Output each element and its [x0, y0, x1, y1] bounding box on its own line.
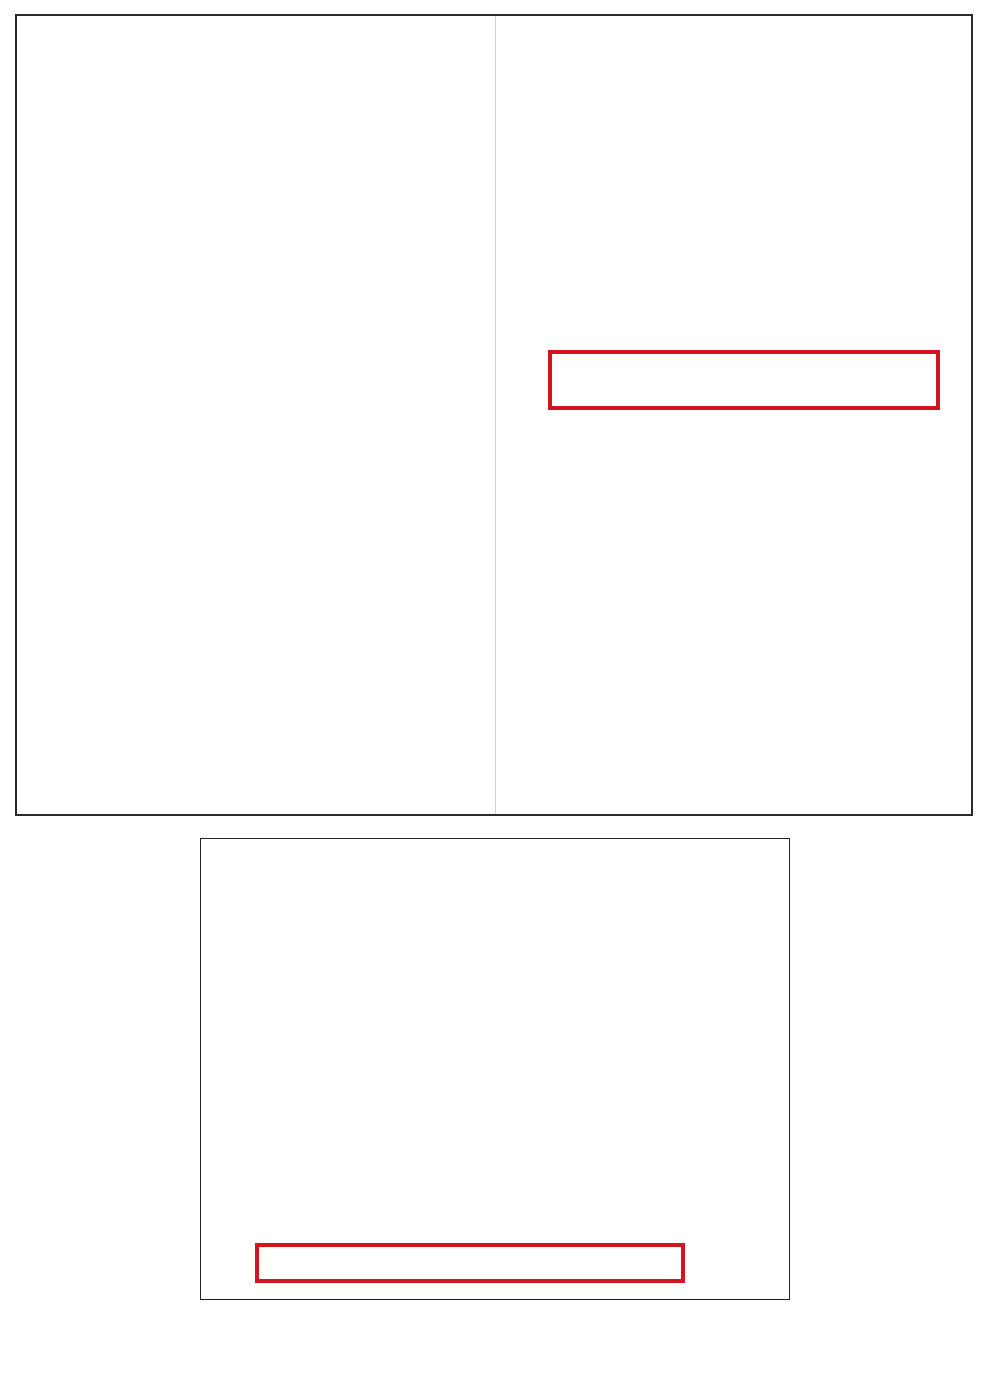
book-spread	[15, 14, 973, 816]
policy-highlight-box	[255, 1243, 685, 1283]
overtime-highlight-box	[548, 350, 940, 410]
page-divider	[495, 16, 496, 814]
policy-excerpt	[200, 838, 790, 1300]
kpi-heading	[555, 124, 947, 158]
